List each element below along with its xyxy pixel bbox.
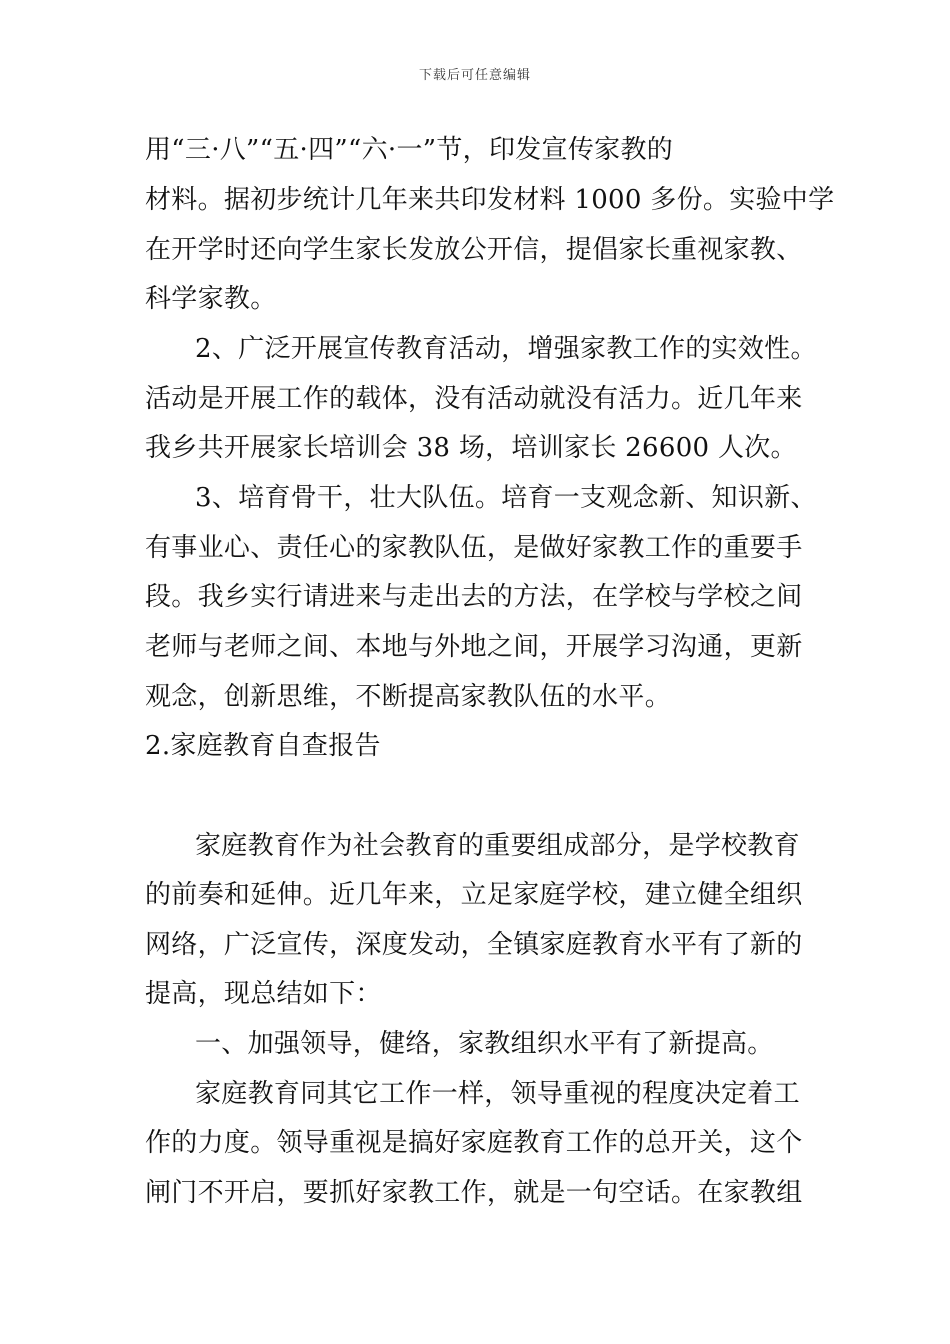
- text-line: 作的力度。领导重视是搞好家庭教育工作的总开关，这个: [145, 1128, 803, 1158]
- text-line: 闸门不开启，要抓好家教工作，就是一句空话。在家教组: [145, 1178, 803, 1208]
- text-line: 材料。据初步统计几年来共印发材料 1000 多份。实验中学: [145, 185, 835, 215]
- text-line: 用“三·八”“五·四”“六·一”节，印发宣传家教的: [145, 135, 674, 165]
- text-line: 段。我乡实行请进来与走出去的方法，在学校与学校之间: [145, 582, 803, 612]
- text-line: 提高，现总结如下：: [145, 979, 382, 1009]
- text-line: 老师与老师之间、本地与外地之间，开展学习沟通，更新: [145, 632, 803, 662]
- text-line: 3、培育骨干，壮大队伍。培育一支观念新、知识新、: [195, 483, 817, 513]
- text-line: 在开学时还向学生家长发放公开信，提倡家长重视家教、: [145, 235, 803, 265]
- text-line: 家庭教育作为社会教育的重要组成部分，是学校教育: [195, 831, 800, 861]
- text-line: 观念，创新思维，不断提高家教队伍的水平。: [145, 682, 672, 712]
- page-header: 下载后可任意编辑: [418, 68, 531, 83]
- text-line: 家庭教育同其它工作一样，领导重视的程度决定着工: [195, 1079, 800, 1109]
- text-line: 科学家教。: [145, 284, 277, 314]
- text-line: 一、加强领导，健络，家教组织水平有了新提高。: [195, 1029, 774, 1059]
- text-line: 网络，广泛宣传，深度发动，全镇家庭教育水平有了新的: [145, 930, 803, 960]
- text-line: 有事业心、责任心的家教队伍，是做好家教工作的重要手: [145, 533, 803, 563]
- text-line: 活动是开展工作的载体，没有活动就没有活力。近几年来: [145, 384, 803, 414]
- text-line: 的前奏和延伸。近几年来，立足家庭学校，建立健全组织: [145, 880, 803, 910]
- text-line: 我乡共开展家长培训会 38 场，培训家长 26600 人次。: [145, 433, 797, 463]
- text-line: 2、广泛开展宣传教育活动，增强家教工作的实效性。: [195, 334, 817, 364]
- section-heading: 2.家庭教育自查报告: [145, 731, 381, 761]
